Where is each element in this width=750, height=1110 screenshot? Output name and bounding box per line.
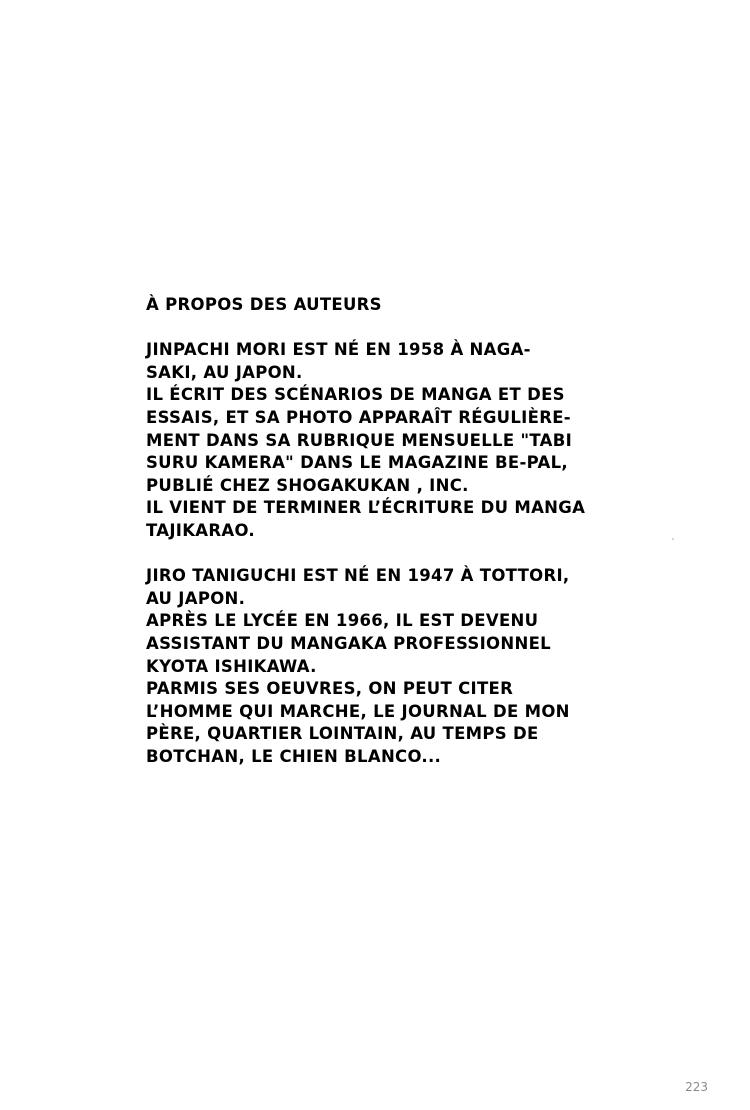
bio-line: APRÈS LE LYCÉE EN 1966, IL EST DEVENU — [146, 611, 539, 631]
bio-line: PUBLIÉ CHEZ SHOGAKUKAN , INC. — [146, 475, 469, 495]
bio-line: IL VIENT DE TERMINER L’ÉCRITURE DU MANGA — [146, 498, 586, 518]
bio-line: MENT DANS SA RUBRIQUE MENSUELLE "TABI — [146, 430, 573, 450]
bio-line: PÈRE, QUARTIER LOINTAIN, AU TEMPS DE — [146, 724, 539, 744]
bio-line: PARMIS SES OEUVRES, ON PEUT CITER — [146, 679, 514, 699]
bio-line: JIRO TANIGUCHI EST NÉ EN 1947 À TOTTORI, — [146, 566, 570, 586]
bio-line: BOTCHAN, LE CHIEN BLANCO... — [146, 746, 442, 766]
author-bio-mori — [146, 339, 626, 542]
bio-line: SURU KAMERA" DANS LE MAGAZINE BE-PAL, — [146, 453, 568, 473]
bio-line: IL ÉCRIT DES SCÉNARIOS DE MANGA ET DES — [146, 385, 565, 405]
bio-line: TAJIKARAO. — [146, 520, 255, 540]
bio-line: AU JAPON. — [146, 588, 246, 608]
bio-line: KYOTA ISHIKAWA. — [146, 656, 317, 676]
bio-line: JINPACHI MORI EST NÉ EN 1958 À NAGA- — [146, 340, 531, 360]
author-bio-taniguchi — [146, 565, 626, 768]
bio-line: SAKI, AU JAPON. — [146, 362, 303, 382]
bio-line: ESSAIS, ET SA PHOTO APPARAÎT RÉGULIÈRE- — [146, 407, 571, 427]
about-authors-section — [146, 294, 626, 791]
bio-line: ASSISTANT DU MANGAKA PROFESSIONNEL — [146, 633, 551, 653]
page-number: 223 — [685, 1080, 708, 1094]
bio-line: L’HOMME QUI MARCHE, LE JOURNAL DE MON — [146, 701, 570, 721]
scan-speck — [672, 538, 674, 540]
section-heading: À PROPOS DES AUTEURS — [146, 295, 382, 314]
